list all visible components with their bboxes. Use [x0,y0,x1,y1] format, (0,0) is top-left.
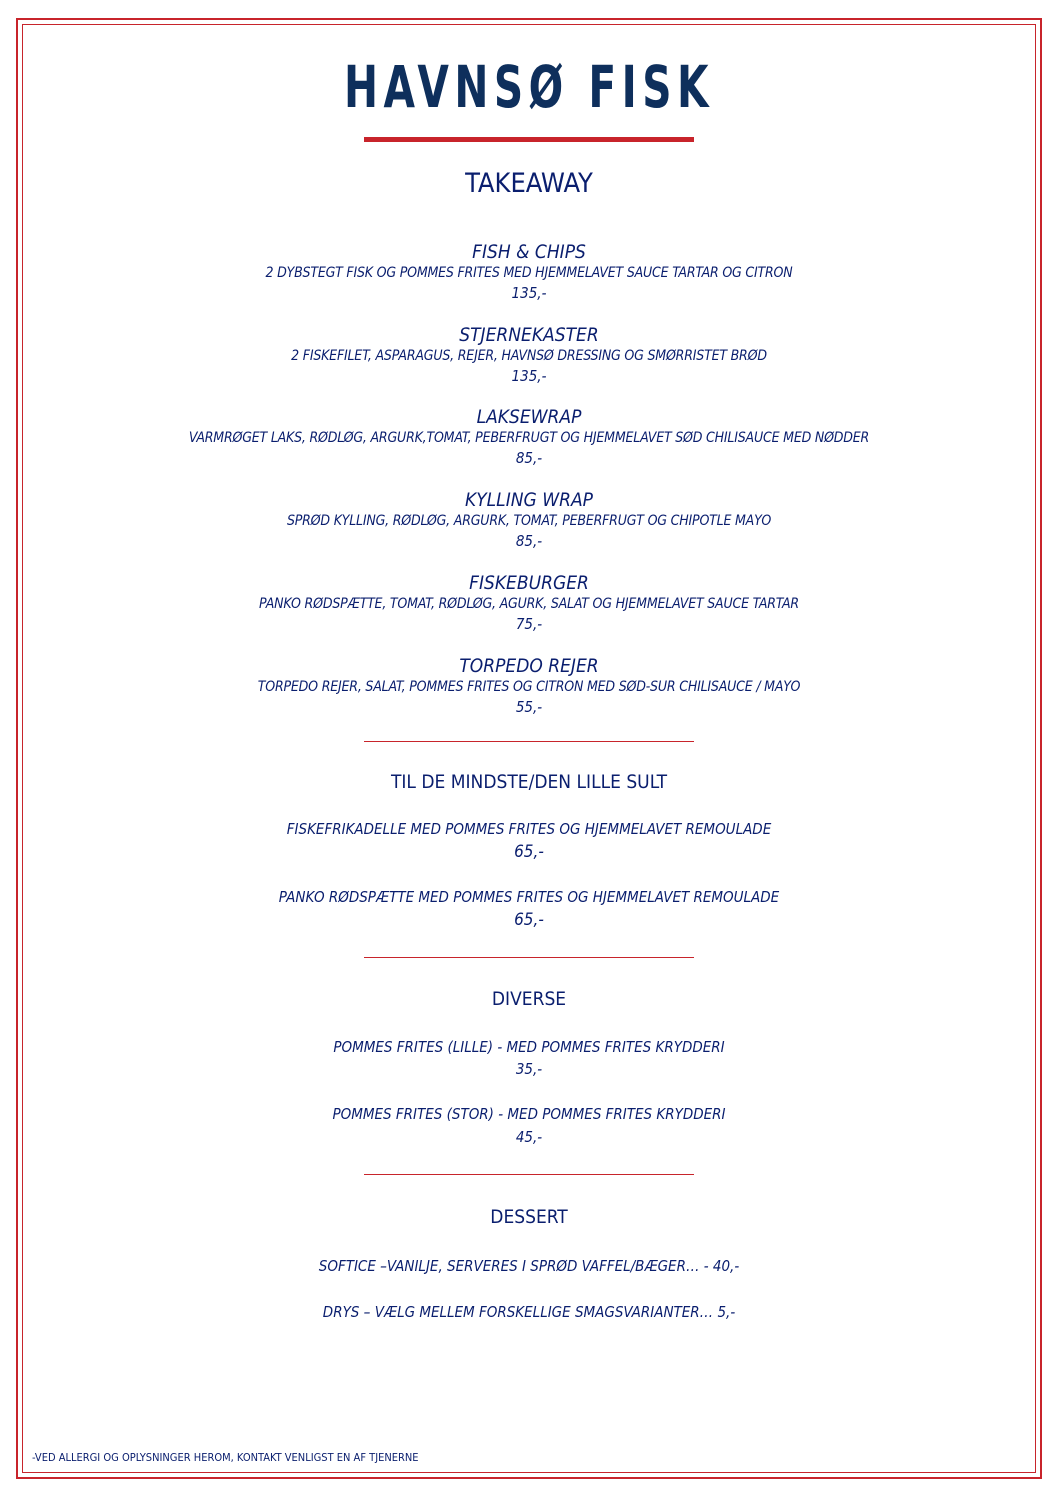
diverse-item-description: POMMES FRITES (STOR) - MED POMMES FRITES KRYDDERI [332,1105,726,1123]
menu-item-torpedo-rejer [0,655,1058,718]
item-description: 2 DYBSTEGT FISK OG POMMES FRITES MED HJEMMELAVET SAUCE TARTAR OG CITRON [265,265,793,281]
dessert-line: DRYS – VÆLG MELLEM FORSKELLIGE SMAGSVARIANTER… 5,- [322,1303,736,1321]
logo-underline [364,137,694,142]
item-price: 135,- [511,284,547,302]
section-heading-kids: TIL DE MINDSTE/DEN LILLE SULT [390,771,668,793]
item-price: 55,- [515,698,543,716]
item-name: FISKEBURGER [469,572,589,594]
menu-item-fish-chips [0,241,1058,304]
item-name: STJERNEKASTER [459,324,599,346]
menu-item-stjernekaster [0,324,1058,387]
menu-item-fiskeburger [0,572,1058,635]
item-description: TORPEDO REJER, SALAT, POMMES FRITES OG CITRON MED SØD-SUR CHILISAUCE / MAYO [257,679,801,695]
diverse-item-description: POMMES FRITES (LILLE) - MED POMMES FRITES KRYDDERI [333,1038,725,1056]
menu-item-kylling-wrap [0,489,1058,552]
kids-item-description: FISKEFRIKADELLE MED POMMES FRITES OG HJEMMELAVET REMOULADE [286,820,772,838]
dessert-line: SOFTICE –VANILJE, SERVERES I SPRØD VAFFEL/BÆGER… - 40,- [318,1257,740,1275]
menu-item-laksewrap [0,406,1058,469]
item-price: 135,- [511,367,547,385]
item-description: 2 FISKEFILET, ASPARAGUS, REJER, HAVNSØ DRESSING OG SMØRRISTET BRØD [291,348,767,364]
section-divider [364,957,694,958]
item-description: VARMRØGET LAKS, RØDLØG, ARGURK,TOMAT, PEBERFRUGT OG HJEMMELAVET SØD CHILISAUCE MED NØDDER [188,430,870,446]
restaurant-logo-text: HAVNSØ FISK [344,53,714,121]
kids-item-price: 65,- [514,910,544,930]
diverse-item-price: 35,- [515,1060,543,1078]
diverse-item-price: 45,- [515,1128,543,1146]
item-price: 85,- [515,532,543,550]
item-name: TORPEDO REJER [459,655,599,677]
section-heading-diverse: DIVERSE [491,988,567,1010]
section-divider [364,741,694,742]
section-divider [364,1174,694,1175]
section-heading-dessert: DESSERT [490,1206,568,1228]
item-name: FISH & CHIPS [472,241,586,263]
item-price: 85,- [515,449,543,467]
kids-item-description: PANKO RØDSPÆTTE MED POMMES FRITES OG HJEMMELAVET REMOULADE [278,888,780,906]
item-description: PANKO RØDSPÆTTE, TOMAT, RØDLØG, AGURK, SALAT OG HJEMMELAVET SAUCE TARTAR [259,596,799,612]
item-name: KYLLING WRAP [465,489,593,511]
page-title: TAKEAWAY [465,168,593,199]
item-price: 75,- [515,615,543,633]
item-description: SPRØD KYLLING, RØDLØG, ARGURK, TOMAT, PEBERFRUGT OG CHIPOTLE MAYO [286,513,772,529]
allergy-footnote: -VED ALLERGI OG OPLYSNINGER HEROM, KONTAKT VENLIGST EN AF TJENERNE [32,1451,419,1464]
kids-item-price: 65,- [514,842,544,862]
item-name: LAKSEWRAP [476,406,582,428]
